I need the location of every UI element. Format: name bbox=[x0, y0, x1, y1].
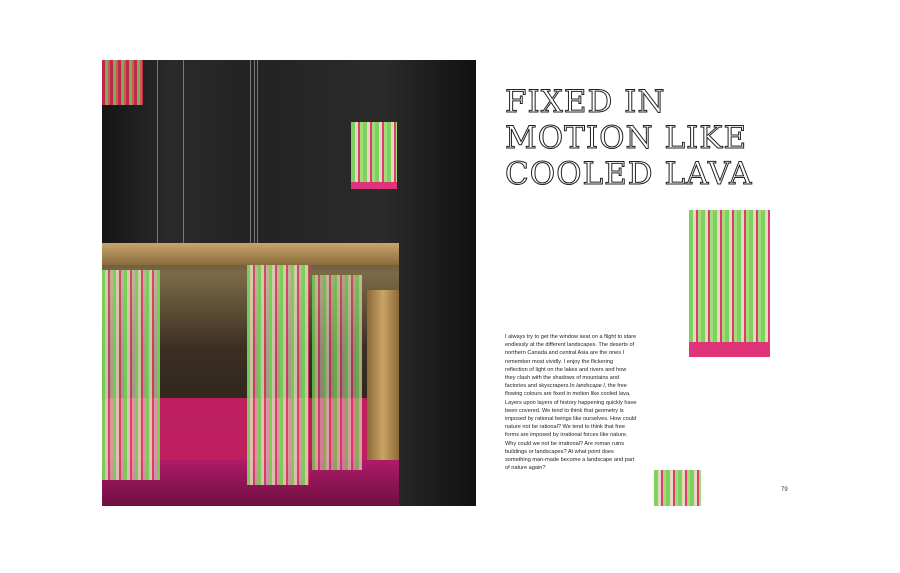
curtain-center bbox=[247, 265, 309, 485]
installation-photo bbox=[102, 60, 476, 506]
photo-line bbox=[254, 60, 255, 250]
body-text-part-2: , the free flowing colours are fixed in motion like cooled lava. Layers upon layers of history happening quickly have been covered. We tend to think that geometry is imposed by rational beings like ourselves. How could nature not be rational? We tend to think that free forms are imposed by irrational forces like nature. Why could we not be irrational? Are roman ruins buildings or landscapes? At what point does something man-made become a landscape and part of nature again? bbox=[505, 383, 637, 472]
art-tile-small-bottom bbox=[654, 470, 701, 506]
room-ceiling bbox=[102, 243, 399, 265]
curtain-right bbox=[312, 275, 362, 470]
body-paragraph bbox=[505, 333, 637, 472]
art-tile-medium bbox=[351, 122, 397, 189]
photo-line bbox=[183, 60, 184, 250]
artwork-title: landscape I bbox=[576, 383, 605, 390]
art-tile-small-top bbox=[102, 60, 143, 105]
page-title: FIXED IN MOTION LIKE COOLED LAVA bbox=[505, 84, 753, 192]
photo-line bbox=[250, 60, 251, 250]
page-number: 79 bbox=[781, 487, 788, 493]
gold-column bbox=[367, 290, 399, 460]
body-text-part-1: I always try to get the window seat on a flight to stare endlessly at the different landscapes. The deserts of northern Canada and central Asia are the ones I remember most vividly. I enjoy the flickering reflection of light on the lakes and rivers and how they clash with the shadows of mountains and factories and skyscrapers.In bbox=[505, 334, 637, 390]
art-tile-large bbox=[689, 210, 770, 357]
photo-line bbox=[157, 60, 158, 250]
tile-pink-edge bbox=[689, 342, 770, 357]
tile-pink-edge bbox=[351, 182, 397, 189]
curtain-left bbox=[102, 270, 160, 480]
photo-line bbox=[257, 60, 258, 250]
